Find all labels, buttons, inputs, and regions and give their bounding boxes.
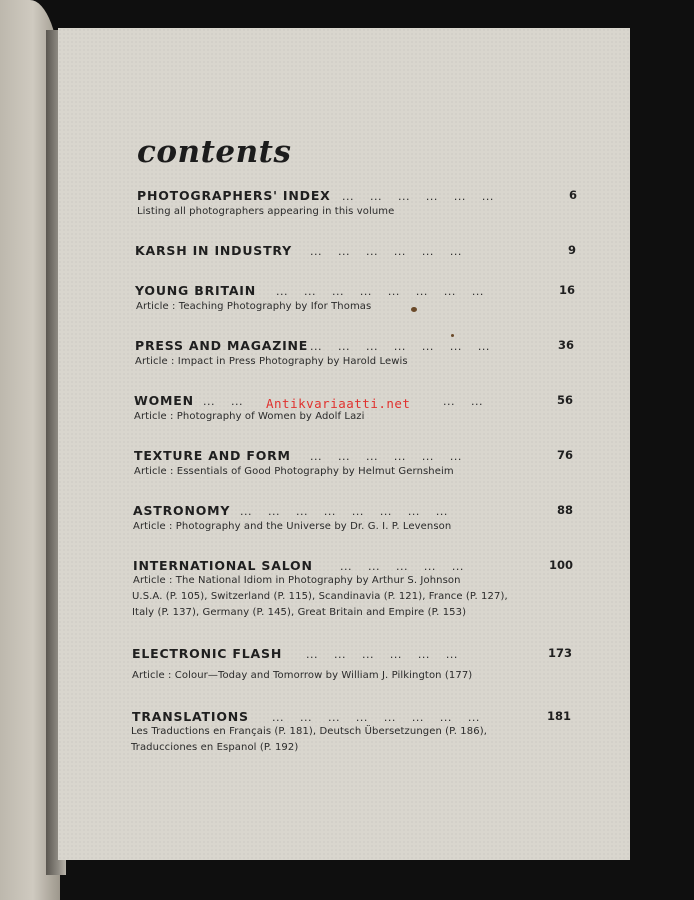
page-number: 88	[556, 503, 573, 517]
page-number: 56	[556, 393, 573, 407]
leader-dots: ... ... ... ... ... ... ...	[310, 340, 490, 353]
leader-dots: ... ... ... ... ...	[340, 560, 464, 573]
section-heading: INTERNATIONAL SALON	[133, 558, 313, 573]
page-number: 100	[548, 558, 573, 572]
leader-dots: ... ... ... ... ... ... ... ...	[240, 505, 448, 518]
entry-description: Article : Impact in Press Photography by Harold Lewis	[135, 356, 408, 367]
leader-dots: ... ... ... ... ... ...	[306, 648, 458, 661]
leader-dots: ... ...	[443, 395, 483, 408]
leader-dots: ... ... ... ... ... ...	[310, 245, 462, 258]
page-number: 76	[556, 448, 573, 462]
section-heading: YOUNG BRITAIN	[135, 283, 257, 298]
section-heading: WOMEN	[134, 393, 194, 408]
entry-description: Article : Teaching Photography by Ifor Thomas	[136, 301, 372, 312]
entry-description: U.S.A. (P. 105), Switzerland (P. 115), Scandinavia (P. 121), France (P. 127),	[132, 591, 508, 602]
page-number: 36	[557, 338, 574, 352]
page-number: 16	[558, 283, 575, 297]
watermark: Antikvariaatti.net	[266, 396, 411, 411]
section-heading: KARSH IN INDUSTRY	[135, 243, 293, 258]
page-number: 9	[567, 243, 576, 257]
section-heading: ASTRONOMY	[133, 503, 231, 518]
entry-description: Article : Photography of Women by Adolf Lazi	[134, 411, 365, 422]
leader-dots: ... ... ... ... ... ... ... ...	[276, 285, 484, 298]
entry-description: Article : Essentials of Good Photography by Helmut Gernsheim	[134, 466, 454, 477]
section-heading: TEXTURE AND FORM	[134, 448, 291, 463]
page-number: 173	[547, 646, 572, 660]
paper-speck	[451, 334, 454, 337]
leader-dots: ... ... ... ... ... ... ... ...	[272, 711, 480, 724]
section-heading: PRESS AND MAGAZINE	[135, 338, 309, 353]
section-heading: PHOTOGRAPHERS' INDEX	[137, 188, 331, 203]
entry-description: Listing all photographers appearing in this volume	[137, 206, 395, 217]
entry-description: Article : Colour—Today and Tomorrow by William J. Pilkington (177)	[132, 670, 473, 681]
paper-speck	[411, 307, 417, 312]
entry-description: Les Traductions en Français (P. 181), Deutsch Übersetzungen (P. 186),	[131, 726, 487, 737]
page-number: 181	[546, 709, 571, 723]
section-heading: ELECTRONIC FLASH	[132, 646, 283, 661]
page-title: contents	[137, 134, 292, 170]
entry-description: Article : The National Idiom in Photography by Arthur S. Johnson	[133, 575, 461, 586]
page-number: 6	[568, 188, 577, 202]
leader-dots: ... ...	[203, 395, 243, 408]
leader-dots: ... ... ... ... ... ...	[310, 450, 462, 463]
entry-description: Traducciones en Espanol (P. 192)	[131, 742, 299, 753]
entry-description: Italy (P. 137), Germany (P. 145), Great Britain and Empire (P. 153)	[132, 607, 467, 618]
leader-dots: ... ... ... ... ... ...	[342, 190, 494, 203]
section-heading: TRANSLATIONS	[132, 709, 249, 724]
entry-description: Article : Photography and the Universe by Dr. G. I. P. Levenson	[133, 521, 452, 532]
